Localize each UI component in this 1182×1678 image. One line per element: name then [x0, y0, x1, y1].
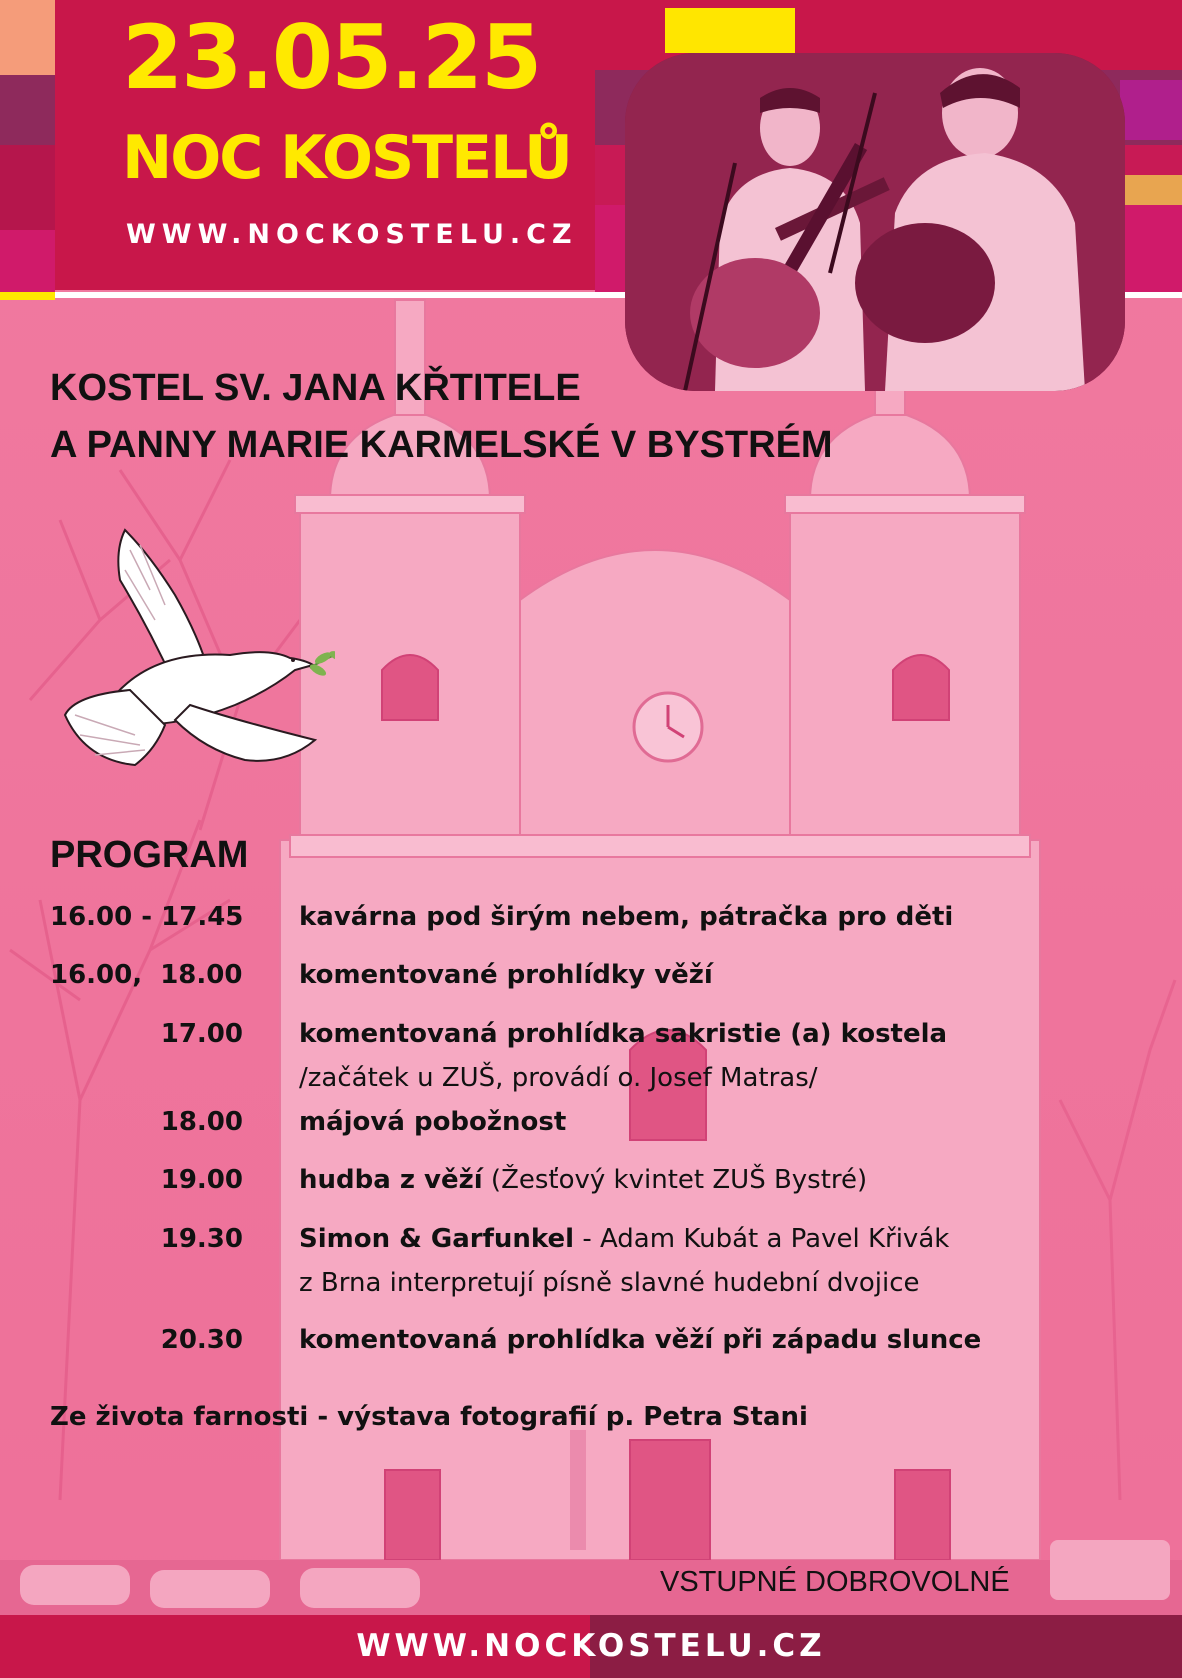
header-stripe: [0, 75, 55, 145]
musicians-photo-illustration: [625, 53, 1125, 391]
program-description-note: - Adam Kubát a Pavel Křivák: [574, 1224, 950, 1254]
program-description: májová pobožnost: [299, 1107, 567, 1137]
program-time: 16.00, 18.00: [50, 960, 243, 990]
church-name-line2: A PANNY MARIE KARMELSKÉ V BYSTRÉM: [50, 424, 833, 466]
header-stripe: [0, 145, 55, 230]
program-description-note: (Žesťový kvintet ZUŠ Bystré): [482, 1165, 868, 1195]
program-description-title: komentovaná prohlídka sakristie (a) kostela: [299, 1019, 948, 1049]
yellow-accent: [0, 292, 55, 300]
program-time: 16.00 - 17.45: [50, 902, 244, 932]
exhibition-note: Ze života farnosti - výstava fotografií p. Petra Stani: [50, 1402, 808, 1432]
program-description: komentovaná prohlídka věží při západu slunce: [299, 1325, 982, 1355]
program-description-title: Simon & Garfunkel: [299, 1224, 575, 1254]
church-name-line1: KOSTEL SV. JANA KŘTITELE: [50, 367, 581, 409]
musicians-photo: [625, 53, 1125, 391]
program-description-note-line2: z Brna interpretují písně slavné hudební dvojice: [299, 1268, 920, 1298]
church-name: [50, 360, 1030, 474]
program-description: kavárna pod širým nebem, pátračka pro děti: [299, 902, 954, 932]
program-description: [299, 1012, 1099, 1100]
program-time: 18.00: [160, 1107, 243, 1137]
program-time: 19.00: [160, 1165, 243, 1195]
program-time: 20.30: [160, 1325, 243, 1355]
dove-icon: [55, 520, 335, 790]
header-stripe: [0, 230, 55, 292]
program-description: komentované prohlídky věží: [299, 960, 713, 990]
program-heading: PROGRAM: [50, 834, 249, 876]
header-stripe: [0, 0, 55, 75]
program-description: [299, 1217, 1099, 1305]
event-date: 23.05.25: [122, 6, 541, 109]
program-time: 19.30: [160, 1224, 243, 1254]
header-stripe: [1120, 80, 1182, 140]
website-link[interactable]: WWW.NOCKOSTELU.CZ: [126, 219, 578, 250]
program-description-title: hudba z věží: [299, 1165, 483, 1195]
program-time: 17.00: [160, 1019, 243, 1049]
program-description-note: /začátek u ZUŠ, provádí o. Josef Matras/: [299, 1063, 818, 1093]
yellow-accent: [665, 8, 795, 53]
admission-note: VSTUPNÉ DOBROVOLNÉ: [660, 1566, 1010, 1598]
event-title: NOC KOSTELŮ: [122, 123, 571, 193]
program-description: [299, 1158, 1099, 1202]
footer-website-link[interactable]: WWW.NOCKOSTELU.CZ: [356, 1628, 826, 1664]
